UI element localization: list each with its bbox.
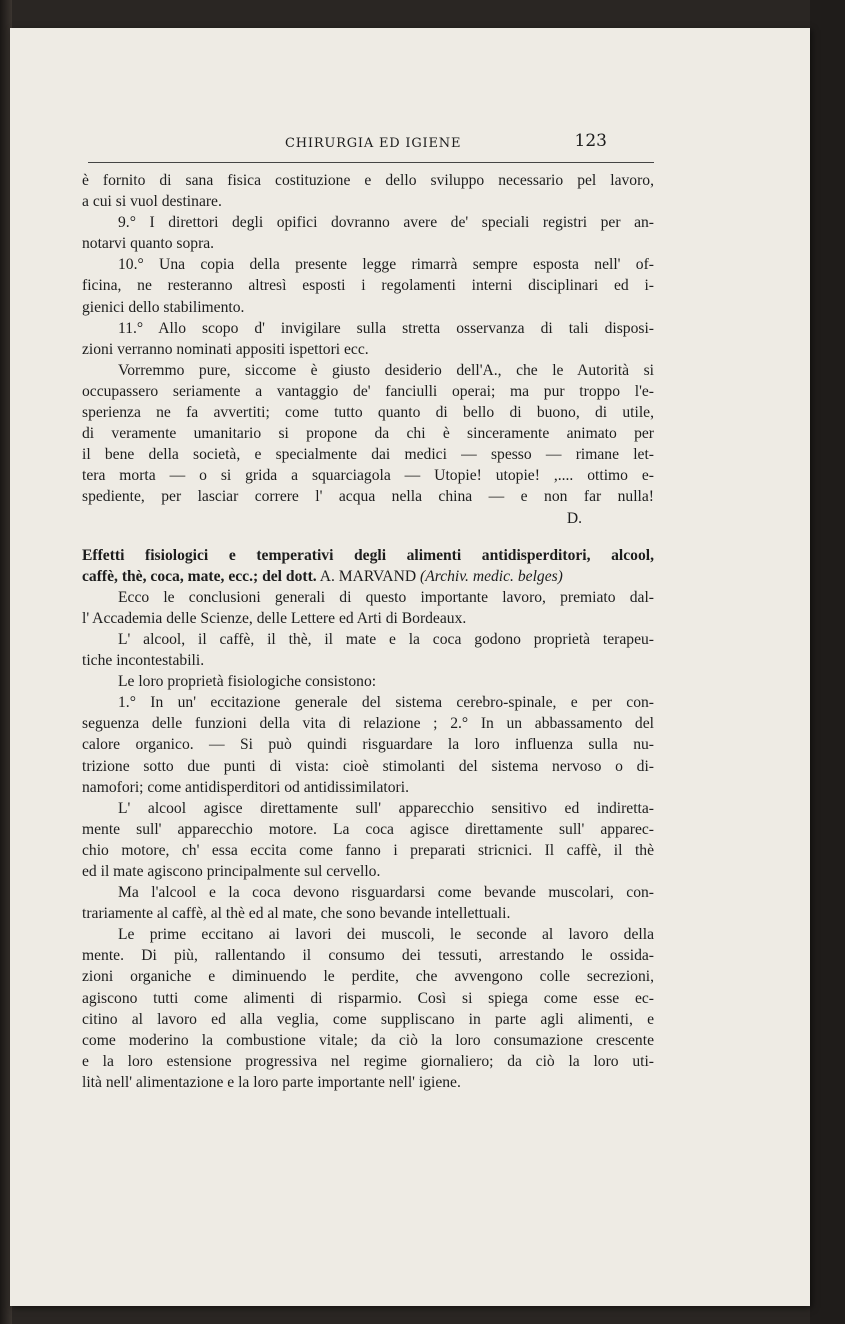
text-line: trariamente al caffè, al thè ed al mate, che sono bevande intellettuali. (82, 905, 511, 923)
text-line: citino al lavoro ed alla veglia, come suppliscano in parte agli alimenti, e (82, 1010, 654, 1028)
text-line: L' alcool agisce direttamente sull' apparecchio sensitivo ed indiretta- (118, 799, 654, 817)
text-line: il bene della società, e specialmente dai medici — spesso — rimane let- (82, 446, 654, 464)
text-line: a cui si vuol destinare. (82, 193, 222, 211)
text-line: l' Accademia delle Scienze, delle Lettere ed Arti di Bordeaux. (82, 609, 467, 627)
text-line: mente. Di più, rallentando il consumo dei tessuti, arrestando le ossida- (82, 947, 654, 965)
article-title-text: caffè, thè, coca, mate, ecc.; del dott. (82, 567, 317, 585)
text-line: lità nell' alimentazione e la loro parte importante nell' igiene. (82, 1073, 461, 1091)
text-line: notarvi quanto sopra. (82, 235, 215, 253)
text-line: 11.° Allo scopo d' invigilare sulla stretta osservanza di tali disposi- (118, 319, 654, 337)
text-line: Le loro proprietà fisiologiche consistono: (118, 673, 377, 691)
page-header (80, 130, 655, 160)
running-title: CHIRURGIA ED IGIENE (285, 136, 462, 151)
text-line: tera morta — o si grida a squarciagola — Utopie! utopie! ,.... ottimo e- (82, 467, 654, 485)
text-line: 10.° Una copia della presente legge rimarrà sempre esposta nell' of- (118, 256, 654, 274)
text-line: zioni organiche e diminuendo le perdite, che avvengono colle secrezioni, (82, 968, 654, 986)
text-line: spediente, per lasciar correre l' acqua nella china — e non far nulla! (82, 488, 654, 506)
text-line: 9.° I direttori degli opifici dovranno avere de' speciali registri per an- (118, 214, 654, 232)
text-line: Ecco le conclusioni generali di questo importante lavoro, premiato dal- (118, 588, 654, 606)
text-line: L' alcool, il caffè, il thè, il mate e la coca godono proprietà terapeu- (118, 630, 654, 648)
text-line: come moderino la combustione vitale; da ciò la loro consumazione crescente (82, 1031, 654, 1049)
text-line: agiscono tutti come alimenti di risparmio. Così si spiega come esse ec- (82, 989, 654, 1007)
text-line: trizione sotto due punti di vista: cioè stimolanti del sistema nervoso o di- (82, 757, 654, 775)
text-line: mente sull' apparecchio motore. La coca agisce direttamente sull' apparec- (82, 820, 654, 838)
article-title-line (82, 566, 654, 587)
text-line: tiche incontestabili. (82, 652, 205, 670)
section-gap (82, 529, 654, 545)
text-line: 1.° In un' eccitazione generale del sistema cerebro-spinale, e per con- (118, 694, 654, 712)
page-number: 123 (574, 131, 607, 151)
article-title-line: Effetti fisiologici e temperativi degli alimenti antidisperditori, alcool, (82, 546, 654, 564)
scan-background (810, 0, 845, 1324)
text-line: Ma l'alcool e la coca devono risguardarsi come bevande muscolari, con- (118, 884, 654, 902)
text-line: Le prime eccitano ai lavori dei muscoli, le seconde al lavoro della (118, 926, 654, 944)
article-source: (Archiv. medic. belges) (420, 567, 563, 585)
text-line: e la loro estensione progressiva nel regime giornaliero; da ciò la loro uti- (82, 1052, 654, 1070)
signature: D. (566, 509, 582, 527)
text-line: ed il mate agiscono principalmente sul cervello. (82, 863, 381, 880)
text-line: ficina, ne resteranno altresì esposti i regolamenti interni disciplinari ed i- (82, 277, 654, 295)
text-line: occupassero seriamente a vantaggio de' fanciulli operai; ma pur troppo l'e- (82, 382, 654, 400)
text-line: Vorremmo pure, siccome è giusto desiderio dell'A., che le Autorità si (118, 361, 654, 379)
text-line: chio motore, ch' essa eccita come fanno i preparati stricnici. Il caffè, il thè (82, 841, 654, 859)
text-line: sperienza ne fa avvertiti; come tutto quanto di bello di buono, di utile, (82, 404, 654, 422)
page-body (82, 170, 654, 1093)
text-line: è fornito di sana fisica costituzione e dello sviluppo necessario pel lavoro, (82, 172, 654, 189)
text-line: calore organico. — Si può quindi risguardare la loro influenza sulla nu- (82, 736, 654, 754)
text-line: zioni verranno nominati appositi ispettori ecc. (82, 340, 369, 358)
text-line: gienici dello stabilimento. (82, 298, 245, 316)
text-line: di veramente umanitario si propone da chi è sinceramente animato per (82, 425, 654, 443)
text-line: seguenza delle funzioni della vita di relazione ; 2.° In un abbassamento del (82, 715, 654, 733)
text-line: namofori; come antidisperditori od antidissimilatori. (82, 778, 409, 796)
header-rule (88, 162, 654, 163)
article-author: A. MARVAND (319, 567, 417, 585)
